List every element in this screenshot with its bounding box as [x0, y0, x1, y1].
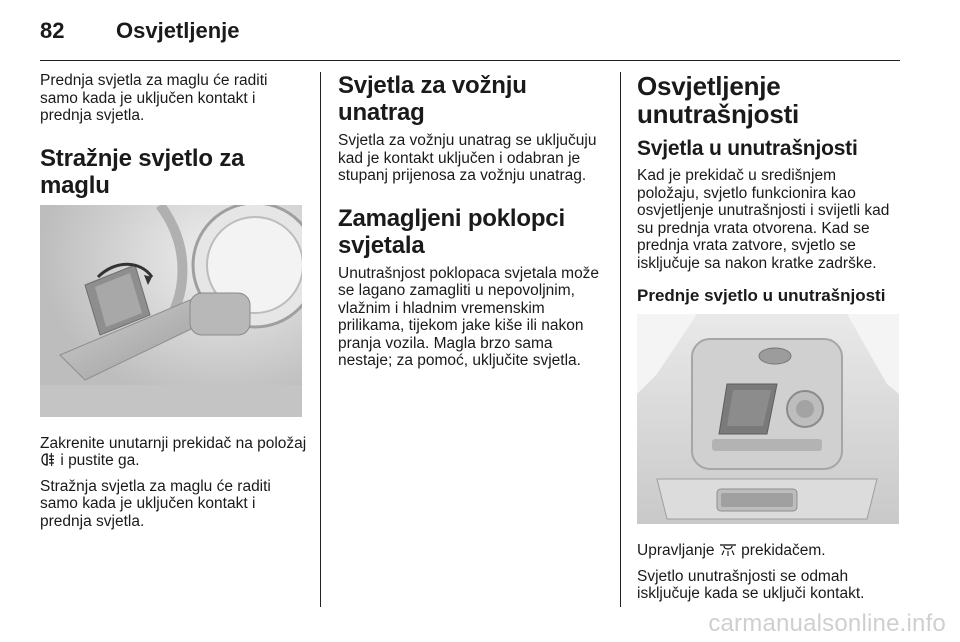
front-light-control-text	[637, 542, 902, 560]
interior-light-off-text: Svjetlo unutrašnjosti se odmah isključuje kada se uključi kontakt.	[637, 567, 865, 602]
reversing-lights-text: Svjetla za vožnju unatrag se uključuju kad je kontakt uključen i odabran je stupanj prijenosa za vožnju unatrag.	[338, 132, 597, 184]
rear-fog-light-icon	[40, 452, 56, 467]
reversing-lights-heading: Svjetla za vožnju unatrag	[338, 72, 527, 126]
header-rule	[40, 60, 900, 61]
page-number: 82	[40, 18, 65, 43]
page-title: Osvjetljenje	[116, 18, 240, 43]
page-header	[40, 18, 900, 48]
watermark: carmanualsonline.info	[708, 610, 946, 637]
interior-light-icon	[719, 543, 737, 557]
rear-fog-switch-illustration	[40, 205, 302, 417]
front-light-control-after: prekidačem.	[741, 542, 826, 559]
front-interior-light-heading: Prednje svjetlo u unutrašnjosti	[637, 286, 886, 305]
front-interior-light-illustration	[637, 314, 899, 524]
interior-lighting-heading: Osvjetljenje unutrašnjosti	[637, 71, 800, 129]
misted-covers-text: Unutrašnjost poklopaca svjetala može se lagano zamagliti u nepovoljnim, vlažnim i hladnim vremenskim prilikama, tijekom jake kiše ili nakon pranja vozila. Magla brzo sama nestaje; za pomoć, uključite svjetla.	[338, 264, 600, 369]
rear-fog-instruction-after: i pustite ga.	[60, 452, 140, 469]
rear-fog-instruction	[40, 435, 308, 470]
interior-lights-text: Kad je prekidač u središnjem položaju, svjetlo funkcionira kao osvjetljenje unutrašnjosti i svijetli kad su prednja vrata otvorena. Kad se prednja vrata zatvore, svjetlo se isključuje sa nakon kratke zadrške.	[637, 167, 890, 272]
interior-lights-heading: Svjetla u unutrašnjosti	[637, 137, 858, 160]
misted-covers-heading: Zamagljeni poklopci svjetala	[338, 204, 565, 259]
column-divider-1	[320, 72, 321, 607]
fog-light-intro: Prednja svjetla za maglu će raditi samo kada je uključen kontakt i prednja svjetla.	[40, 72, 268, 124]
column-3	[637, 72, 902, 611]
rear-fog-heading: Stražnje svjetlo za maglu	[40, 144, 245, 199]
front-light-control-before: Upravljanje	[637, 542, 715, 559]
column-1	[40, 72, 308, 538]
column-divider-2	[620, 72, 621, 607]
rear-fog-instruction-before: Zakrenite unutarnji prekidač na položaj	[40, 434, 307, 452]
rear-fog-note: Stražnja svjetla za maglu će raditi samo kada je uključen kontakt i prednja svjetla.	[40, 477, 271, 530]
column-2	[338, 72, 608, 378]
